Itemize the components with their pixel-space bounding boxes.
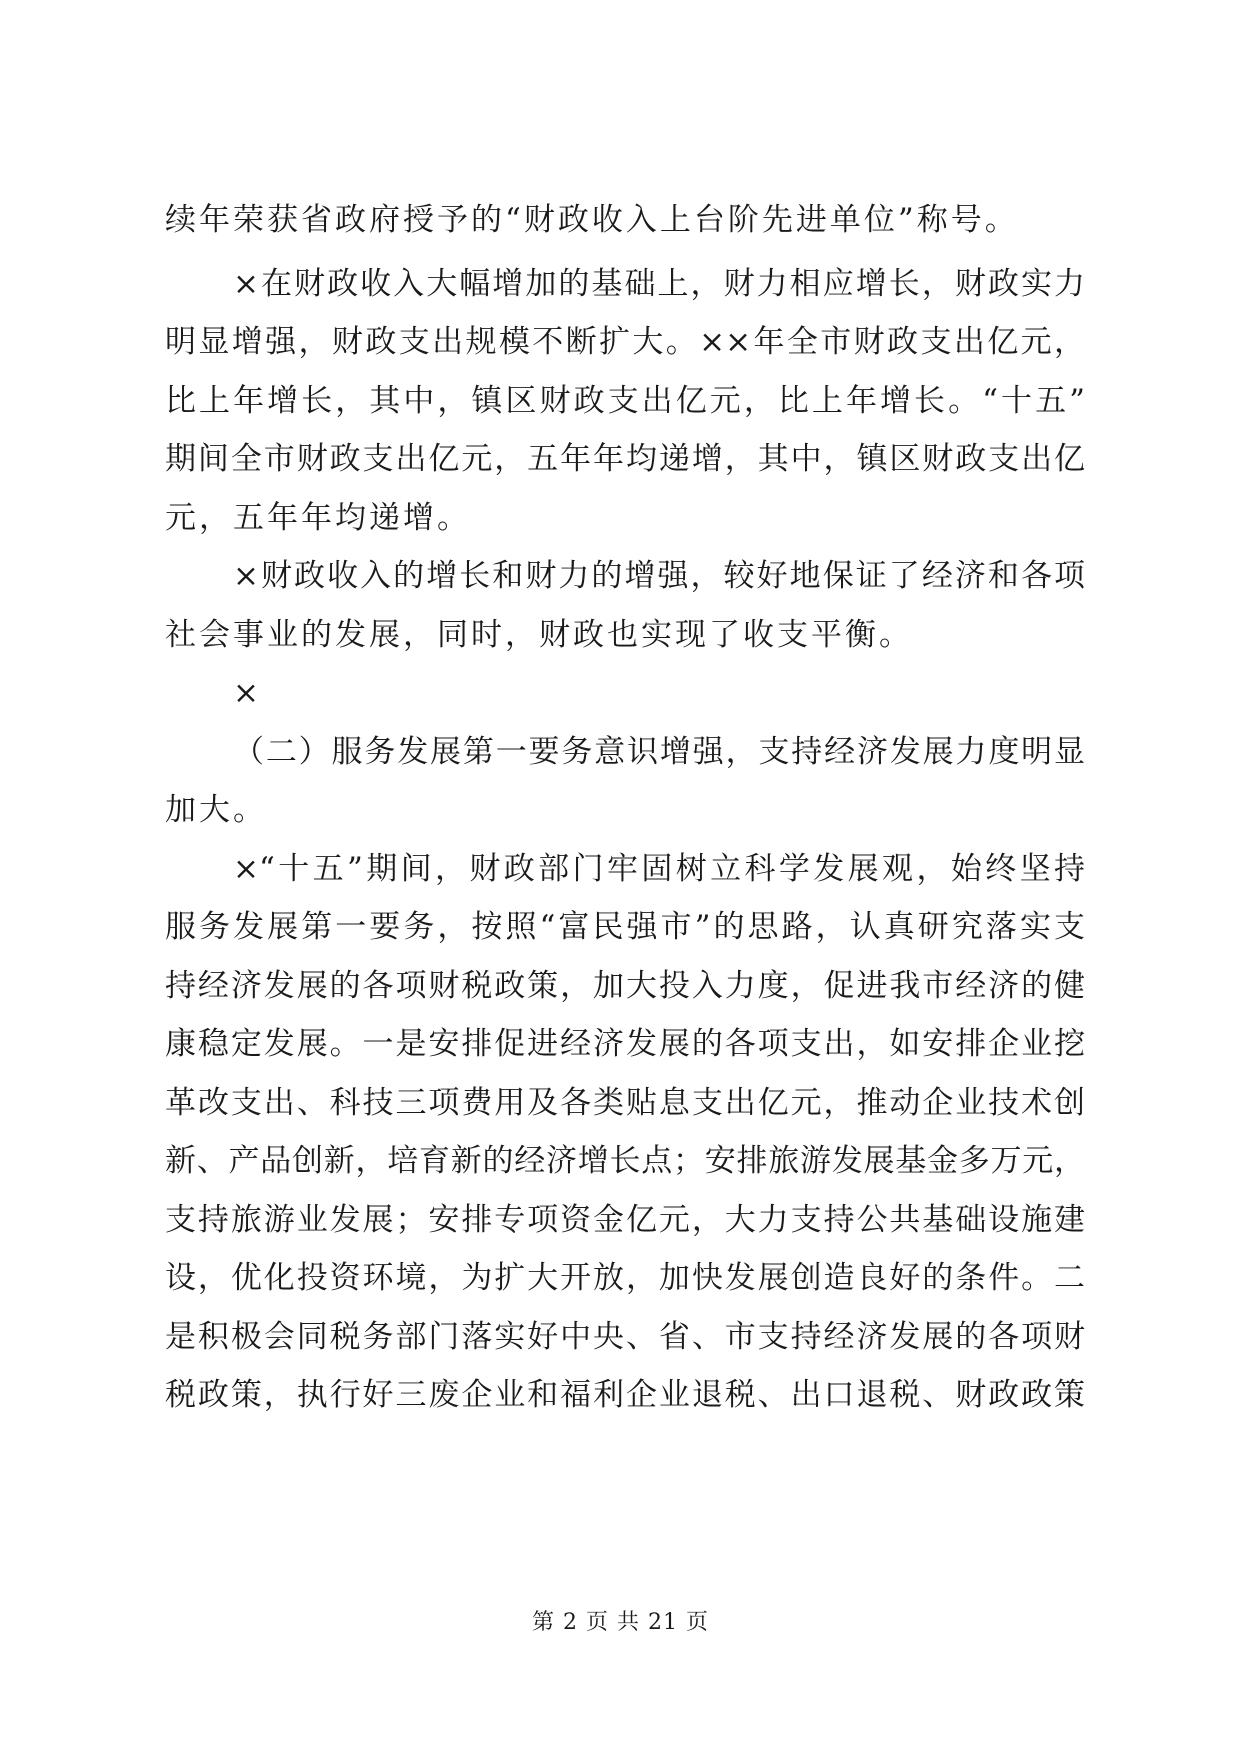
text-line: 税政策，执行好三废企业和福利企业退税、出口退税、财政政策 [165,1377,1085,1413]
text-line: 期间全市财政支出亿元，五年年均递增，其中，镇区财政支出亿 [165,441,1085,477]
text-line: ×“十五”期间，财政部门牢固树立科学发展观，始终坚持 [233,851,1085,887]
text-line: 革改支出、科技三项费用及各类贴息支出亿元，推动企业技术创 [165,1085,1085,1121]
text-line: 续年荣获省政府授予的“财政收入上台阶先进单位”称号。 [165,202,1019,238]
text-line: 是积极会同税务部门落实好中央、省、市支持经济发展的各项财 [165,1319,1085,1355]
section-heading-continued: 加大。 [165,792,267,828]
text-line: 设，优化投资环境，为扩大开放，加快发展创造良好的条件。二 [165,1260,1085,1296]
text-line: 支持旅游业发展；安排专项资金亿元，大力支持公共基础设施建 [165,1202,1085,1238]
section-heading: （二）服务发展第一要务意识增强，支持经济发展力度明显 [233,734,1085,770]
text-line: 社会事业的发展，同时，财政也实现了收支平衡。 [165,617,913,653]
text-line: ×在财政收入大幅增加的基础上，财力相应增长，财政实力 [233,266,1085,302]
text-line: 持经济发展的各项财税政策，加大投入力度，促进我市经济的健 [165,968,1085,1004]
text-line: 服务发展第一要务，按照“富民强市”的思路，认真研究落实支 [165,909,1085,945]
text-line: 元，五年年均递增。 [165,500,471,536]
text-line: × [233,675,262,711]
page-number-footer: 第 2 页 共 21 页 [532,1610,709,1635]
text-line: 明显增强，财政支出规模不断扩大。××年全市财政支出亿元， [165,324,1085,360]
text-line: 新、产品创新，培育新的经济增长点；安排旅游发展基金多万元， [165,1143,1085,1179]
text-line: 比上年增长，其中，镇区财政支出亿元，比上年增长。“十五” [165,383,1085,419]
text-line: ×财政收入的增长和财力的增强，较好地保证了经济和各项 [233,558,1085,594]
text-line: 康稳定发展。一是安排促进经济发展的各项支出，如安排企业挖 [165,1026,1085,1062]
